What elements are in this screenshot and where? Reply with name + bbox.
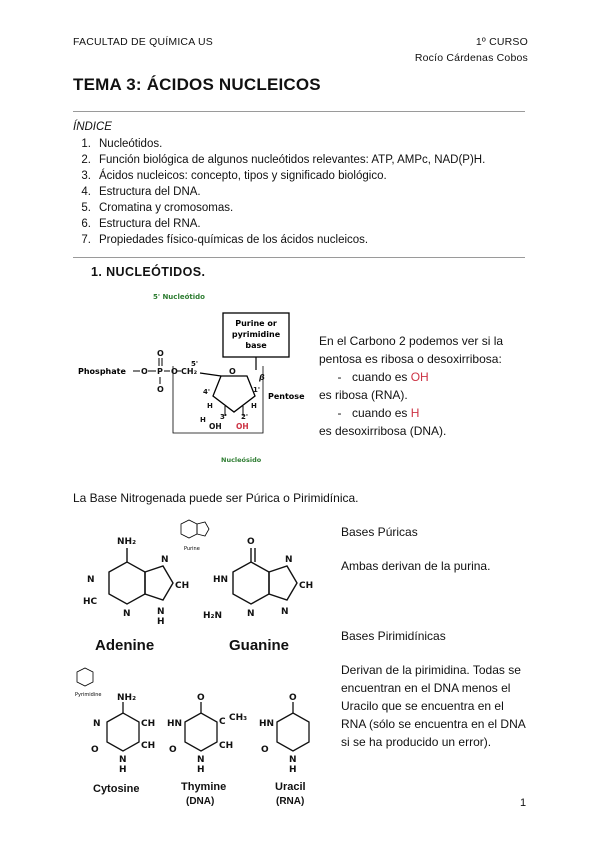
svg-text:H: H [207,402,213,410]
svg-text:H: H [289,765,297,775]
uracil-sublabel: (RNA) [276,796,305,807]
base-sentence: La Base Nitrogenada puede ser Púrica o Pirimidínica. [73,491,359,505]
nucleotide-diagram [73,288,313,468]
svg-text:Purine: Purine [184,546,200,552]
svg-text:4': 4' [203,388,211,396]
svg-text:O: O [197,693,205,703]
thymine-structure [167,693,247,775]
header-course: 1º CURSO [475,36,528,48]
svg-text:OH: OH [236,422,249,431]
guanine-structure [203,537,313,621]
svg-text:3': 3' [220,413,228,421]
svg-text:O: O [289,693,297,703]
svg-text:NH₂: NH₂ [117,693,137,703]
carbon2-description: En el Carbono 2 podemos ver si la pentosa es ribosa o desoxirribosa: - cuando es OH es ribosa (RNA). - cuando es H es desoxirribosa (DNA). [319,332,529,440]
svg-text:base: base [245,341,267,350]
svg-text:5': 5' [191,360,199,368]
svg-text:N: N [87,575,95,585]
svg-text:H: H [119,765,127,775]
svg-text:N: N [123,609,131,619]
page-title: TEMA 3: ÁCIDOS NUCLEICOS [73,75,321,94]
header-author: Rocío Cárdenas Cobos [414,52,528,64]
cytosine-structure [91,693,155,775]
svg-text:HC: HC [83,597,98,607]
purines-heading: Bases Púricas [341,525,418,539]
svg-text:H: H [251,402,257,410]
svg-text:CH₂: CH₂ [181,367,198,376]
index-item: 3. Ácidos nucleicos: concepto, tipos y significado biológico. [81,170,387,182]
svg-text:O: O [247,537,255,547]
nucleotide-top-label: 5' Nucleótido [153,293,205,301]
pyrimidine-structures [73,662,313,812]
svg-text:N: N [93,719,101,729]
guanine-label: Guanine [229,637,290,654]
svg-text:1': 1' [253,386,261,394]
svg-text:O: O [171,367,178,376]
index-heading: ÍNDICE [73,121,112,133]
adenine-label: Adenine [95,637,155,654]
purines-text: Ambas derivan de la purina. [341,559,491,573]
svg-text:pyrimidine: pyrimidine [231,330,281,339]
svg-text:N: N [197,755,205,765]
svg-text:N: N [281,607,289,617]
svg-text:CH: CH [219,741,234,751]
section-heading: 1. NUCLEÓTIDOS. [91,265,206,279]
svg-text:H: H [157,617,165,627]
svg-text:N: N [119,755,127,765]
pyrimidine-thumbnail [75,668,102,698]
svg-text:O: O [157,385,164,394]
svg-text:H₂N: H₂N [203,611,223,621]
svg-text:CH: CH [175,581,190,591]
svg-text:Pyrimidine: Pyrimidine [75,692,102,698]
index-item: 4. Estructura del DNA. [81,186,201,198]
thymine-label: Thymine [181,781,227,793]
index-item: 5. Cromatina y cromosomas. [81,202,234,214]
header-faculty: FACULTAD DE QUÍMICA US [73,36,213,48]
ribose-bullet: - cuando es OH [337,370,429,384]
nucleoside-label: Nucleósido [221,456,262,464]
svg-text:CH: CH [141,719,156,729]
svg-text:C: C [219,717,226,727]
deoxyribose-bullet: - cuando es H [337,406,420,420]
index-item: 7. Propiedades físico-químicas de los ácidos nucleicos. [81,234,369,246]
svg-text:HN: HN [259,719,275,729]
index-list [73,136,485,248]
purine-structures [73,510,313,660]
svg-text:NH₂: NH₂ [117,537,137,547]
svg-text:β: β [259,373,265,382]
svg-text:N: N [289,755,297,765]
uracil-label: Uracil [275,781,306,793]
svg-text:N: N [157,607,165,617]
svg-text:OH: OH [209,422,222,431]
svg-text:P: P [157,367,163,376]
thymine-sublabel: (DNA) [186,796,215,807]
svg-text:HN: HN [167,719,183,729]
svg-text:N: N [247,609,255,619]
svg-text:O: O [157,349,164,358]
svg-text:CH: CH [141,741,156,751]
index-item: 6. Estructura del RNA. [81,218,201,230]
svg-text:O: O [91,745,99,755]
phosphate-label: Phosphate [78,367,126,376]
pentose-label: Pentose [268,392,305,401]
cytosine-label: Cytosine [93,783,140,795]
svg-text:Purine or: Purine or [235,319,277,328]
index-divider [73,257,525,258]
svg-text:O: O [141,367,148,376]
svg-text:O: O [169,745,177,755]
purine-thumbnail [181,520,209,552]
index-item: 1. Nucleótidos. [81,138,163,150]
uracil-structure [259,693,309,775]
svg-text:CH₃: CH₃ [229,713,248,723]
adenine-structure [83,537,189,627]
svg-text:2': 2' [241,413,249,421]
svg-text:HN: HN [213,575,229,585]
pyrimidines-text: Derivan de la pirimidina. Todas se encuentran en el DNA menos el Uracilo que se encuentra en el RNA (sólo se encuentra en el DNA si se ha producido un error). [341,663,526,749]
svg-text:O: O [261,745,269,755]
svg-text:N: N [161,555,169,565]
index-item: 2. Función biológica de algunos nucleótidos relevantes: ATP, AMPc, NAD(P)H. [81,154,486,166]
svg-text:O: O [229,367,236,376]
svg-text:CH: CH [299,581,313,591]
svg-text:N: N [285,555,293,565]
pyrimidines-heading: Bases Pirimidínicas [341,629,446,643]
svg-text:H: H [197,765,205,775]
page-number: 1 [520,797,527,809]
svg-text:H: H [200,416,206,424]
title-divider [73,111,525,112]
